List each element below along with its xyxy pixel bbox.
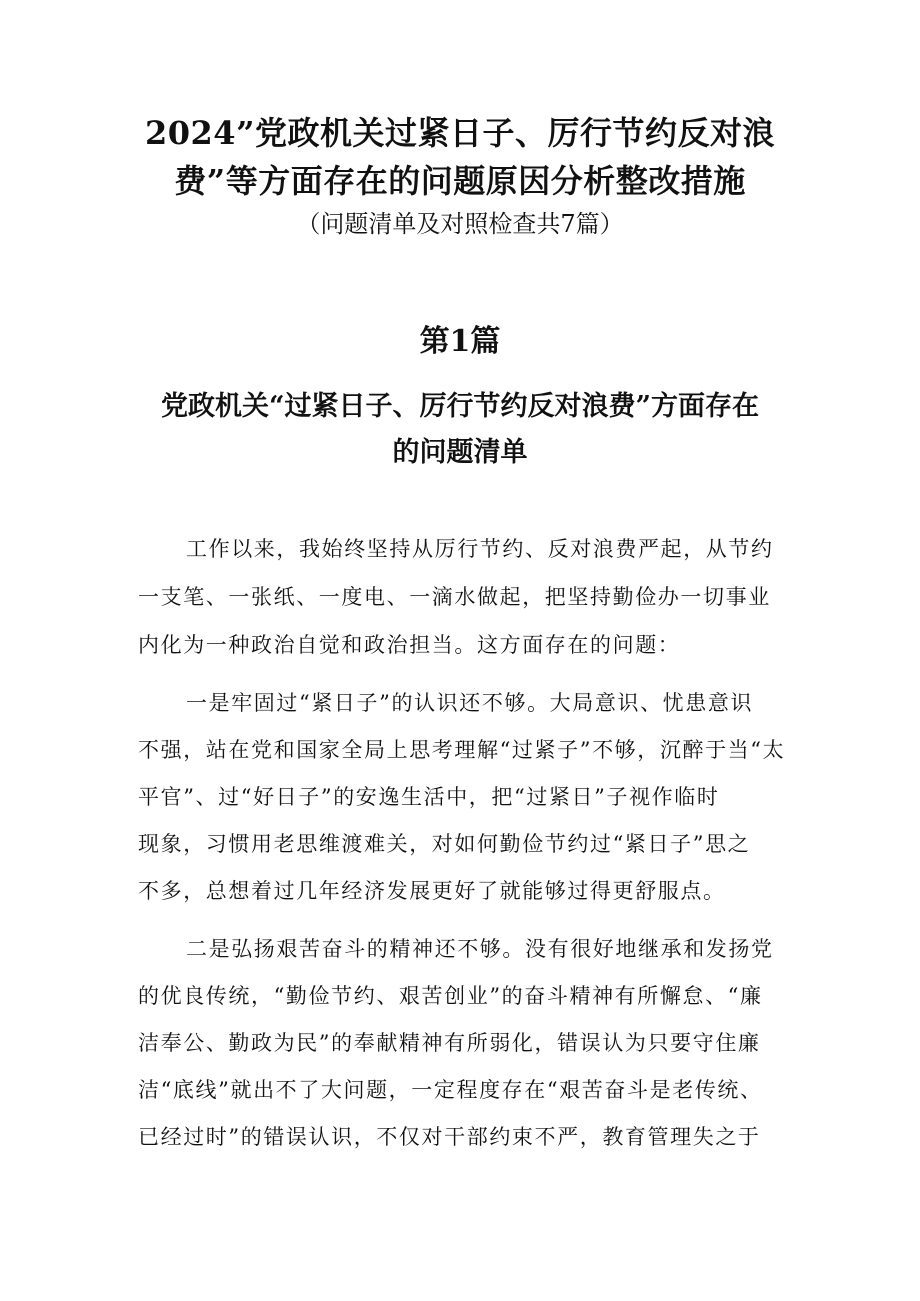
document-title-line-2: 费”等方面存在的问题原因分析整改措施	[174, 162, 746, 200]
body-paragraph-2-line: 不强，站在党和国家全局上思考理解“过紧子”不够，沉醉于当“太	[138, 738, 786, 762]
body-paragraph-3-line: 洁奉公、勤政为民”的奉献精神有所弱化，错误认为只要守住廉	[138, 1031, 761, 1055]
body-paragraph-2-line: 现象，习惯用老思维渡难关，对如何勤俭节约过“紧日子”思之	[138, 832, 751, 856]
body-paragraph-3-line: 已经过时”的错误认识，不仅对干部约束不严，教育管理失之于	[138, 1125, 761, 1149]
body-paragraph-1-line: 内化为一种政治自觉和政治担当。这方面存在的问题：	[138, 633, 681, 657]
chapter-heading: 第1篇	[419, 324, 501, 359]
body-paragraph-2-line: 平官”、过“好日子”的安逸生活中，把“过紧日”子视作临时	[138, 785, 720, 809]
body-paragraph-1-line: 一支笔、一张纸、一度电、一滴水做起，把坚持勤俭办一切事业	[138, 585, 771, 609]
body-paragraph-3-line: 的优良传统，“勤俭节约、艰苦创业”的奋斗精神有所懈怠、“廉	[138, 984, 763, 1008]
section-title-line-1: 党政机关“过紧日子、厉行节约反对浪费”方面存在	[160, 391, 760, 422]
body-paragraph-1-line: 工作以来，我始终坚持从厉行节约、反对浪费严起，从节约	[186, 537, 774, 561]
body-paragraph-2-line: 一是牢固过“紧日子”的认识还不够。大局意识、忧患意识	[186, 691, 754, 715]
body-paragraph-2-line: 不多，总想着过几年经济发展更好了就能够过得更舒服点。	[138, 879, 726, 903]
section-title-line-2: 的问题清单	[392, 437, 528, 468]
document-subtitle: （问题清单及对照检查共7篇）	[296, 210, 624, 238]
body-paragraph-3-line: 洁“底线”就出不了大问题，一定程度存在“艰苦奋斗是老传统、	[138, 1078, 763, 1102]
document-title-line-1: 2024”党政机关过紧日子、厉行节约反对浪	[145, 114, 775, 152]
body-paragraph-3-line: 二是弘扬艰苦奋斗的精神还不够。没有很好地继承和发扬党	[186, 937, 774, 961]
